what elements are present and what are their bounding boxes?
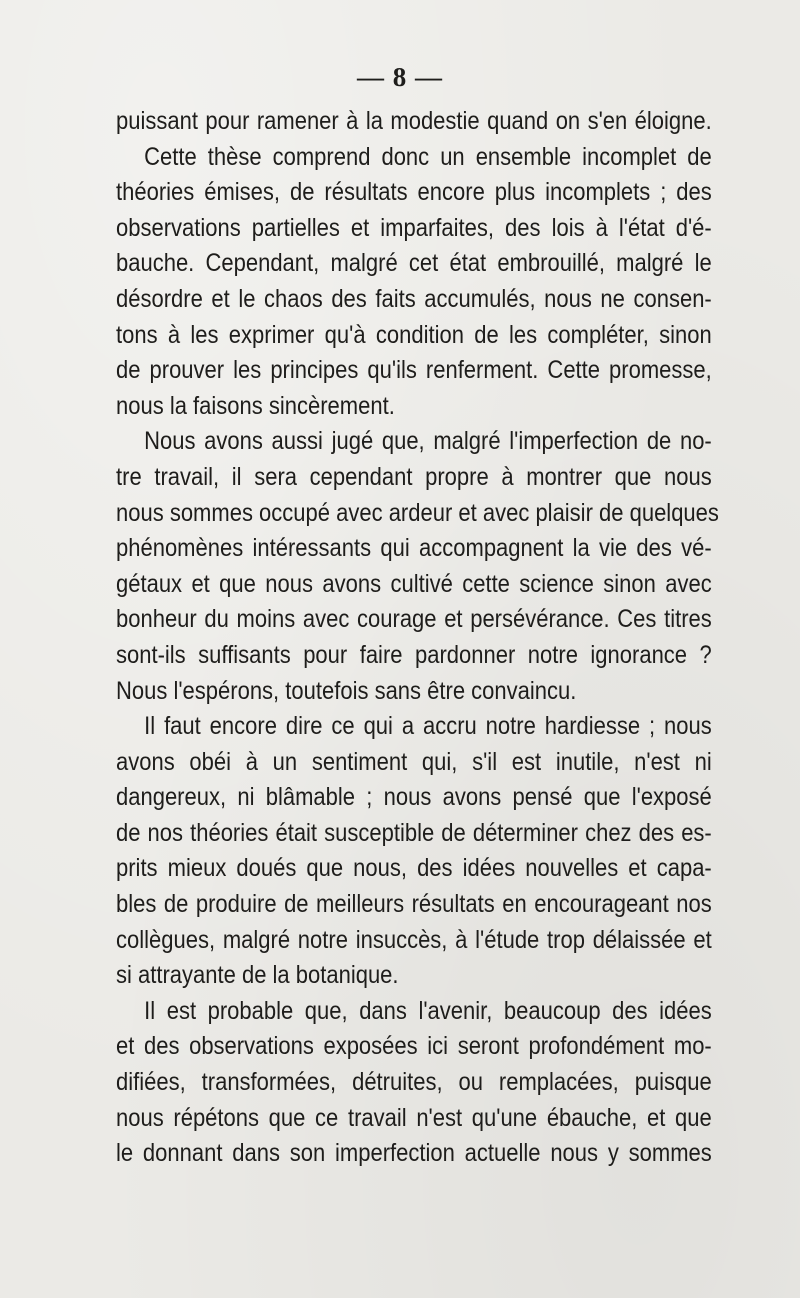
text-line: collègues, malgré notre insuccès, à l'étude trop délaissée et: [116, 925, 712, 954]
text-line: dangereux, ni blâmable ; nous avons pensé que l'exposé: [116, 783, 712, 812]
text-line: phénomènes intéressants qui accompagnent la vie des vé-: [116, 534, 712, 563]
text-line: sont-ils suffisants pour faire pardonner notre ignorance ?: [116, 640, 712, 669]
text-line: Cette thèse comprend donc un ensemble incomplet de: [144, 142, 712, 171]
text-line: théories émises, de résultats encore plus incomplets ; des: [116, 178, 712, 207]
text-line: si attrayante de la botanique.: [116, 961, 399, 990]
text-line: le donnant dans son imperfection actuelle nous y sommes: [116, 1139, 712, 1168]
text-line: nous sommes occupé avec ardeur et avec plaisir de quelques: [116, 498, 719, 527]
text-line: de nos théories était susceptible de déterminer chez des es-: [116, 818, 712, 847]
text-line: et des observations exposées ici seront profondément mo-: [116, 1032, 712, 1061]
text-line: bles de produire de meilleurs résultats en encourageant nos: [116, 890, 712, 919]
text-line: prits mieux doués que nous, des idées nouvelles et capa-: [116, 854, 712, 883]
text-line: nous répétons que ce travail n'est qu'une ébauche, et que: [116, 1103, 712, 1132]
text-line: désordre et le chaos des faits accumulés, nous ne consen-: [116, 284, 712, 313]
text-line: Il est probable que, dans l'avenir, beaucoup des idées: [144, 996, 712, 1025]
text-line: nous la faisons sincèrement.: [116, 391, 395, 420]
text-line: Il faut encore dire ce qui a accru notre hardiesse ; nous: [144, 712, 712, 741]
text-line: tons à les exprimer qu'à condition de les compléter, sinon: [116, 320, 712, 349]
text-line: bauche. Cependant, malgré cet état embrouillé, malgré le: [116, 249, 712, 278]
text-line: Nous l'espérons, toutefois sans être convaincu.: [116, 676, 577, 705]
page-number: — 8 —: [357, 62, 443, 92]
text-line: de prouver les principes qu'ils renferment. Cette promesse,: [116, 356, 712, 385]
text-line: gétaux et que nous avons cultivé cette science sinon avec: [116, 569, 712, 598]
body-text: [116, 104, 719, 1172]
text-line: Nous avons aussi jugé que, malgré l'imperfection de no-: [144, 427, 712, 456]
text-line: tre travail, il sera cependant propre à montrer que nous: [116, 462, 712, 491]
text-line: bonheur du moins avec courage et persévérance. Ces titres: [116, 605, 712, 634]
text-line: difiées, transformées, détruites, ou remplacées, puisque: [116, 1068, 712, 1097]
text-line: avons obéi à un sentiment qui, s'il est inutile, n'est ni: [116, 747, 712, 776]
text-line: puissant pour ramener à la modestie quand on s'en éloigne.: [116, 107, 712, 135]
text-line: observations partielles et imparfaites, des lois à l'état d'é-: [116, 213, 712, 242]
